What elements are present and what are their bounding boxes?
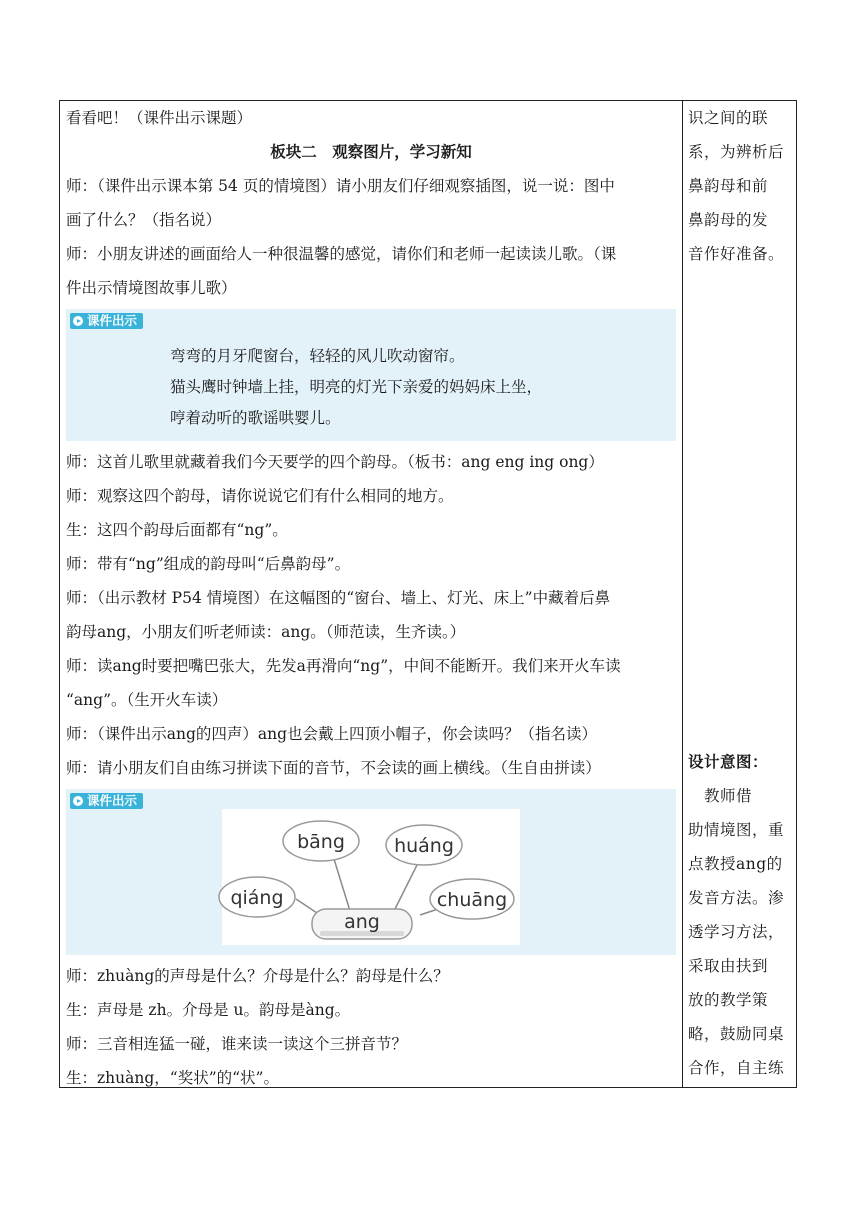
courseware-badge [70, 793, 143, 809]
side-text-line: 略，鼓励同桌 [688, 1025, 785, 1043]
play-icon [73, 796, 83, 806]
side-text-line: 合作，自主练 [688, 1059, 785, 1077]
side-column [688, 101, 794, 1085]
side-text-line: 教师借 [688, 787, 753, 805]
text-line: 师：读ang时要把嘴巴张大，先发a再滑向“ng”，中间不能断开。我们来开火车读 [66, 657, 621, 675]
syllable-text: ang [344, 911, 380, 933]
poem-line: 弯弯的月牙爬窗台，轻轻的风儿吹动窗帘。 [170, 347, 465, 365]
text-line: 师：三音相连猛一碰，谁来读一读这个三拼音节？ [66, 1035, 408, 1053]
side-text-line: 放的教学策 [688, 991, 769, 1009]
courseware-badge [70, 313, 143, 329]
text-line: 件出示情境图故事儿歌） [66, 279, 237, 297]
text-line: 看看吧！（课件出示课题） [66, 109, 253, 127]
bubble-qiang [219, 877, 295, 917]
syllable-text: chuāng [436, 889, 508, 911]
text-line: “ang”。（生开火车读） [66, 691, 228, 709]
side-text-line: 识之间的联 [688, 109, 769, 127]
side-text-line: 点教授ang的 [688, 855, 783, 873]
side-text-line: 鼻韵母的发 [688, 211, 769, 229]
side-text-line: 系，为辨析后 [688, 143, 785, 161]
side-text-line: 音作好准备。 [688, 245, 785, 263]
text-line: 韵母ang，小朋友们听老师读：ang。（师范读，生齐读。） [66, 623, 466, 641]
courseware-box-diagram [66, 789, 676, 955]
text-line: 师：带有“ng”组成的韵母叫“后鼻韵母”。 [66, 555, 351, 573]
text-line: 师：（课件出示ang的四声）ang也会戴上四顶小帽子，你会读吗？（指名读） [66, 725, 598, 743]
courseware-label: 课件出示 [87, 793, 138, 808]
syllable-text: qiáng [230, 887, 284, 909]
text-line: 生：声母是 zh。介母是 u。韵母是àng。 [66, 1001, 351, 1019]
side-spacer [688, 271, 794, 745]
side-text-line: 透学习方法， [688, 923, 785, 941]
poem-line: 猫头鹰时钟墙上挂，明亮的灯光下亲爱的妈妈床上坐， [170, 378, 543, 396]
side-text-line: 发音方法。渗 [688, 889, 785, 907]
text-line: 师：这首儿歌里就藏着我们今天要学的四个韵母。（板书：ang eng ing ong） [66, 453, 604, 471]
syllable-diagram [216, 807, 526, 947]
syllable-text: huáng [394, 835, 454, 857]
text-line: 师：zhuàng的声母是什么？介母是什么？韵母是什么？ [66, 967, 449, 985]
section-heading: 板块二 观察图片，学习新知 [270, 142, 472, 161]
text-line: 师：（出示教材 P54 情境图）在这幅图的“窗台、墙上、灯光、床上”中藏着后鼻 [66, 589, 611, 607]
center-pill-ang [312, 909, 412, 939]
lesson-table [59, 100, 797, 1088]
text-line: 师：请小朋友们自由练习拼读下面的音节，不会读的画上横线。（生自由拼读） [66, 759, 601, 777]
text-line: 生：zhuàng，“奖状”的“状”。 [66, 1069, 279, 1087]
poem [170, 341, 542, 434]
design-intent-heading: 设计意图： [688, 752, 769, 771]
poem-line: 哼着动听的歌谣哄婴儿。 [170, 409, 341, 427]
bubble-bang [283, 821, 359, 861]
text-line: 生：这四个韵母后面都有“ng”。 [66, 521, 288, 539]
text-line: 师：小朋友讲述的画面给人一种很温馨的感觉，请你们和老师一起读读儿歌。（课 [66, 245, 617, 263]
play-icon [73, 316, 83, 326]
bubble-chuang [430, 879, 514, 919]
syllable-text: bāng [297, 831, 345, 853]
side-text-line: 采取由扶到 [688, 957, 769, 975]
text-line: 画了什么？（指名说） [66, 211, 222, 229]
side-text-line: 助情境图，重 [688, 821, 785, 839]
main-column [66, 101, 676, 1095]
side-text-line: 鼻韵母和前 [688, 177, 769, 195]
text-line: 师：观察这四个韵母，请你说说它们有什么相同的地方。 [66, 487, 454, 505]
courseware-box-poem [66, 309, 676, 441]
column-divider [682, 101, 683, 1087]
courseware-label: 课件出示 [87, 313, 138, 328]
text-line: 师：（课件出示课本第 54 页的情境图）请小朋友们仔细观察插图，说一说：图中 [66, 177, 615, 195]
bubble-huang [386, 825, 462, 865]
